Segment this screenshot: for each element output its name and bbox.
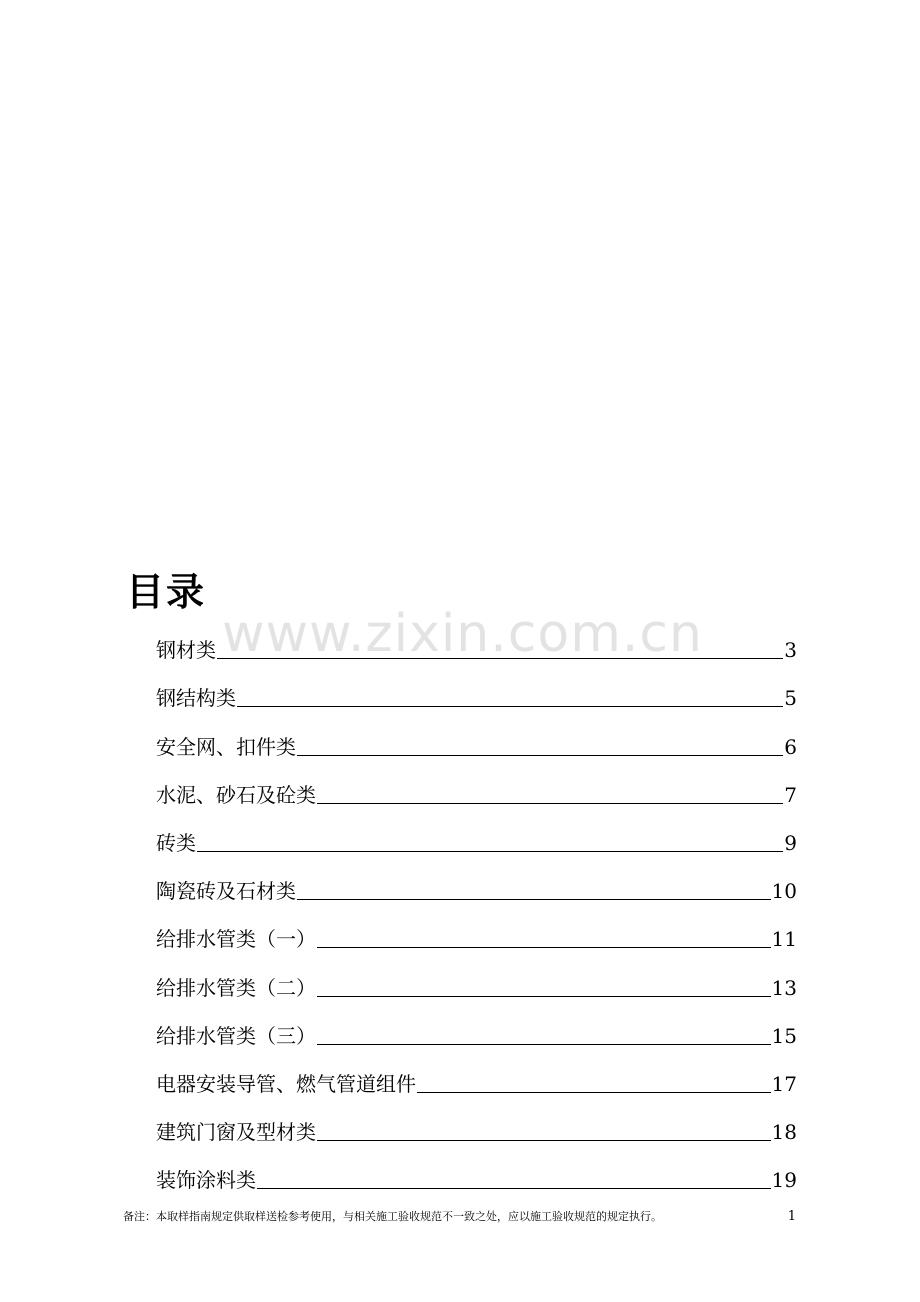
toc-entry-label: 钢结构类	[156, 686, 236, 711]
toc-entry-label: 陶瓷砖及石材类	[156, 879, 296, 904]
footer-note: 备注：本取样指南规定供取样送检参考使用，与相关施工验收规范不一致之处，应以施工验收规范的规定执行。	[123, 1210, 662, 1223]
toc-entry-page: 5	[784, 686, 797, 711]
toc-entry-label: 安全网、扣件类	[156, 734, 296, 759]
toc-entry[interactable]	[156, 618, 797, 666]
toc-entry-page: 7	[784, 782, 797, 807]
toc-entry-label: 钢材类	[156, 638, 216, 663]
toc-leader-line	[237, 705, 783, 707]
toc-entry[interactable]	[156, 955, 797, 1003]
toc-entry-page: 11	[771, 927, 797, 952]
toc-entry[interactable]	[156, 763, 797, 811]
watermark: www.zixin.com.cn	[222, 604, 703, 664]
toc-leader-line	[197, 850, 783, 852]
toc-entry[interactable]	[156, 1148, 797, 1196]
toc-entry-page: 19	[771, 1168, 797, 1193]
toc-entry-label: 给排水管类（二）	[156, 975, 316, 1000]
toc-entry-page: 3	[784, 638, 797, 663]
toc-leader-line	[317, 802, 783, 804]
toc-title: 目录	[126, 569, 207, 614]
toc-entry-label: 给排水管类（一）	[156, 927, 316, 952]
toc-leader-line	[317, 995, 771, 997]
toc-entry[interactable]	[156, 1052, 797, 1100]
toc-entry-page: 6	[784, 734, 797, 759]
toc-entry[interactable]	[156, 666, 797, 714]
toc-leader-line	[317, 1139, 771, 1141]
toc-entry-label: 砖类	[156, 830, 196, 855]
toc-entry[interactable]	[156, 811, 797, 859]
toc-leader-line	[297, 898, 771, 900]
toc-entry-page: 15	[771, 1023, 797, 1048]
toc-entry-page: 10	[771, 879, 797, 904]
toc-entry-label: 装饰涂料类	[156, 1168, 256, 1193]
toc-entry-label: 建筑门窗及型材类	[156, 1120, 316, 1145]
toc-leader-line	[417, 1091, 771, 1093]
toc-entry[interactable]	[156, 1100, 797, 1148]
toc-entry-label: 给排水管类（三）	[156, 1023, 316, 1048]
toc-entry-page: 17	[771, 1071, 797, 1096]
page-number: 1	[787, 1209, 796, 1224]
toc-leader-line	[257, 1187, 771, 1189]
toc-entry-label: 水泥、砂石及砼类	[156, 782, 316, 807]
toc-entry-page: 13	[771, 975, 797, 1000]
toc-leader-line	[317, 1043, 771, 1045]
toc-entry[interactable]	[156, 907, 797, 955]
toc-entry-label: 电器安装导管、燃气管道组件	[156, 1071, 416, 1096]
toc-list	[156, 618, 797, 1196]
toc-entry-page: 9	[784, 830, 797, 855]
toc-leader-line	[317, 946, 771, 948]
toc-entry[interactable]	[156, 1004, 797, 1052]
toc-leader-line	[217, 657, 783, 659]
toc-entry[interactable]	[156, 714, 797, 762]
toc-entry-page: 18	[771, 1120, 797, 1145]
toc-entry[interactable]	[156, 859, 797, 907]
toc-leader-line	[297, 754, 783, 756]
